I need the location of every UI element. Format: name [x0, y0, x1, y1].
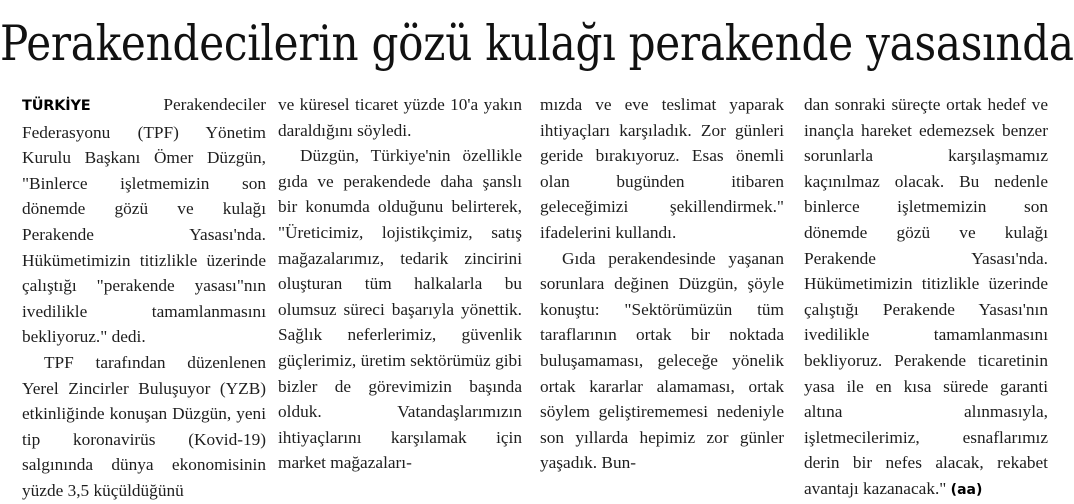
article-paragraph [804, 92, 1048, 504]
article-column-2 [278, 92, 522, 476]
paragraph-text: Perakendeciler Federasyonu (TPF) Yönetim Kurulu Başkanı Ömer Düzgün, "Binlerce işletmemizin son dönemde gözü ve kulağı Perakende Yasası'nda. Hükümetimizin titizlikle üzerinde çalıştığı "perakende yasası"nın ivedilikle tamamlanmasını bekliyoruz." dedi. [22, 95, 266, 347]
article-paragraph: ve küresel ticaret yüzde 10'a yakın daraldığını söyledi. [278, 95, 522, 140]
article-paragraph: Gıda perakendesinde yaşanan sorunlara değinen Düzgün, şöyle konuştu: "Sektörümüzün tüm taraflarının ortak bir noktada buluşamaması, geleceğe yönelik ortak kararlar alamaması, ortak söylem geliştirememesi nedeniyle son yıllarda hepimiz zor günler yaşadık. Bun- [540, 248, 784, 473]
paragraph-text: dan sonraki süreçte ortak hedef ve inançla hareket edemezsek benzer sorunlarla karşılaşmamız kaçınılmaz olacak. Bu nedenle binlerce işletmemizin son dönemde gözü ve kulağı Perakende Yasası'nda. Hükümetimizin titizlikle üzerinde çalıştığı Perakende Yasası'nın ivedilikle tamamlanmasını bekliyoruz. Perakende ticaretinin yasa ile en kısa sürede garanti altına alınmasıyla, işletmecilerimiz, esnaflarımız derin bir nefes alacak, rekabet avantajı kazanacak." [804, 95, 1048, 498]
dateline: TÜRKİYE [22, 98, 91, 114]
article-paragraph: Düzgün, Türkiye'nin özellikle gıda ve perakendede daha şanslı bir konumda olduğunu belirterek, "Üreticimiz, lojistikçimiz, satış mağazalarımız, tedarik zincirini oluşturan tüm halkalarla bu olumsuz süreci başarıyla yönettik. Sağlık neferlerimiz, güvenlik güçlerimiz, üretim sektörümüz gibi bizler de görevimizin başında olduk. Vatandaşlarımızın ihtiyaçlarını karşılamak için market mağazaları- [278, 146, 522, 473]
article-paragraph [22, 92, 266, 350]
article-column-1 [22, 92, 266, 504]
article-paragraph: TPF tarafından düzenlenen Yerel Zincirler Buluşuyor (YZB) etkinliğinde konuşan Düzgün, yeni tip koronavirüs (Kovid-19) salgınında dünya ekonomisinin yüzde 3,5 küçüldüğünü [22, 352, 266, 500]
article-paragraph: mızda ve eve teslimat yaparak ihtiyaçları karşıladık. Zor günleri geride bırakıyoruz. Esas önemli olan bugünden itibaren geleceğimizi şekillendirmek." ifadelerini kullandı. [540, 95, 784, 242]
source-credit: (aa) [950, 481, 983, 498]
headline: Perakendecilerin gözü kulağı perakende yasasında [0, 15, 1074, 72]
article-column-3 [540, 92, 784, 476]
article-column-4 [804, 92, 1048, 504]
